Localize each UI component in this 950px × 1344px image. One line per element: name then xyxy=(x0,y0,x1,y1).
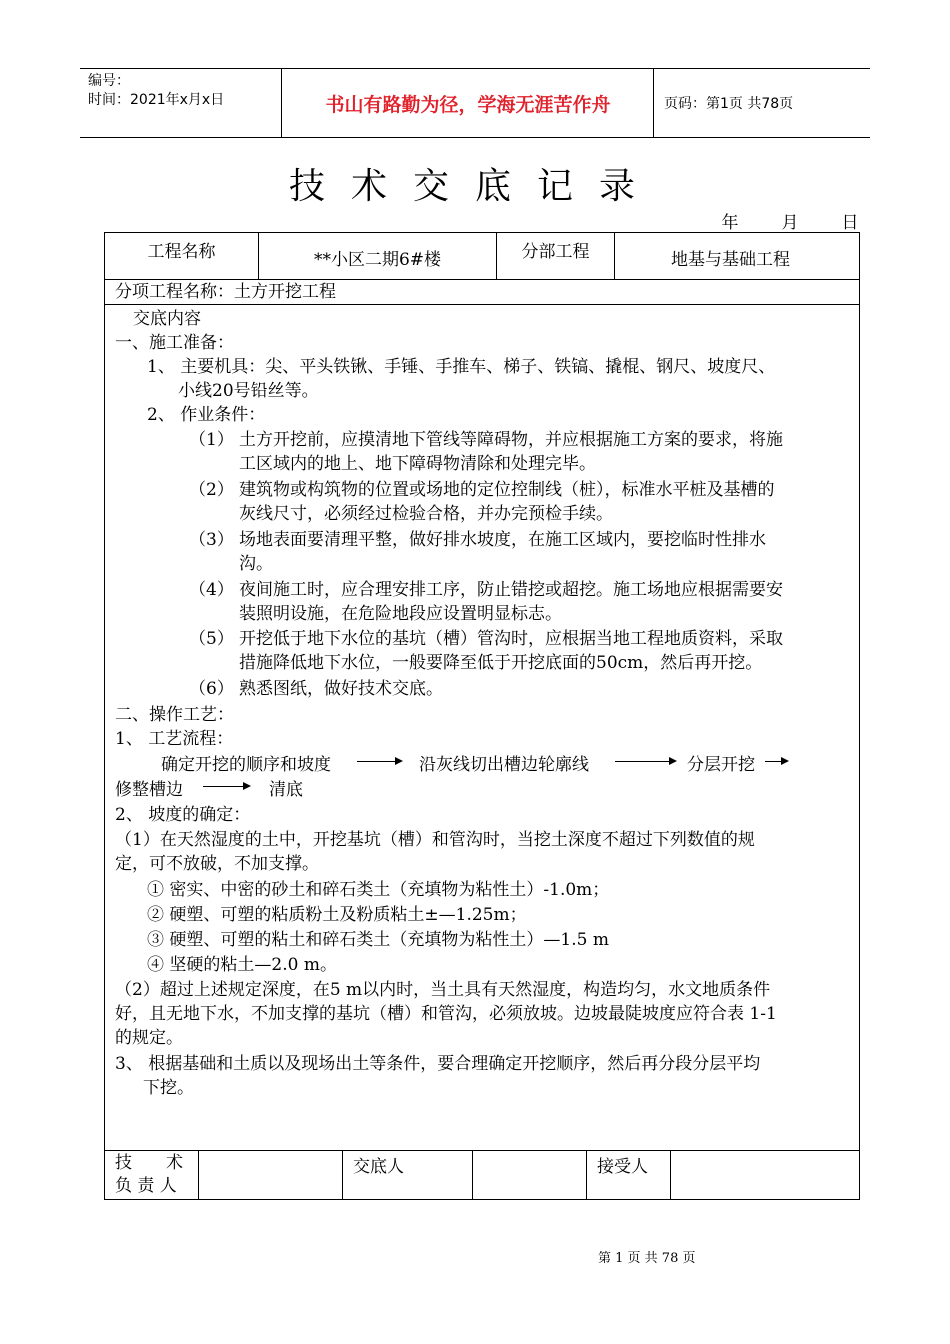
header-page-label: 页码：第1页 共78页 xyxy=(664,96,794,112)
content-line: ③ 硬塑、可塑的粘土和碎石类土（充填物为粘性土）—1.5 m xyxy=(147,930,609,950)
section-heading: 二、操作工艺： xyxy=(115,705,234,725)
content-line: 定，可不放破，不加支撑。 xyxy=(115,854,319,874)
content-line: 开挖低于地下水位的基坑（槽）管沟时，应根据当地工程地质资料，采取 xyxy=(239,629,783,649)
handover-label: 交底人 xyxy=(343,1151,473,1199)
content-line: 的规定。 xyxy=(115,1028,183,1048)
content-line: ④ 坚硬的粘土—2.0 m。 xyxy=(147,955,337,975)
receiver-label: 接受人 xyxy=(587,1151,671,1199)
header-motto: 书山有路勤为径，学海无涯苦作舟 xyxy=(283,69,654,137)
date-day: 日 xyxy=(841,213,859,233)
project-name-label: 工程名称 xyxy=(105,233,259,279)
content-line: 建筑物或构筑物的位置或场地的定位控制线（桩），标准水平桩及基槽的 xyxy=(239,480,775,500)
content-line: 土方开挖前，应摸清地下管线等障碍物，并应根据施工方案的要求，将施 xyxy=(239,430,783,450)
tech-lead-label-2: 负 责 人 xyxy=(115,1176,177,1196)
flow-arrow-icon xyxy=(203,786,249,787)
project-row xyxy=(105,233,859,280)
page-footer: 第 1 页 共 78 页 xyxy=(598,1251,696,1266)
content-line: 2、 作业条件： xyxy=(147,405,266,425)
flow-step: 分层开挖 xyxy=(687,755,755,775)
flow-arrow-icon xyxy=(615,761,675,762)
content-line: 熟悉图纸，做好技术交底。 xyxy=(239,679,443,699)
content-line: ① 密实、中密的砂土和碎石类土（充填物为粘性土）-1.0m； xyxy=(147,880,610,900)
content-line: 措施降低地下水位，一般要降至低于开挖底面的50cm，然后再开挖。 xyxy=(239,653,763,673)
code-label: 编号： xyxy=(88,73,130,89)
date-year: 年 xyxy=(721,213,739,233)
item-number: （5） xyxy=(189,629,234,649)
date-caption xyxy=(700,208,880,233)
tech-lead-label xyxy=(105,1151,199,1199)
subitem-row: 分项工程名称：土方开挖工程 xyxy=(105,280,859,305)
project-name-value: **小区二期6#楼 xyxy=(259,233,497,279)
content-line: （1）在天然湿度的土中，开挖基坑（槽）和管沟时，当挖土深度不超过下列数值的规 xyxy=(115,830,755,850)
content-line: 下挖。 xyxy=(143,1078,194,1098)
page-title: 技术交底记录 xyxy=(288,166,661,207)
content-line: 3、 根据基础和土质以及现场出土等条件，要合理确定开挖顺序，然后再分段分层平均 xyxy=(115,1054,761,1074)
item-number: （3） xyxy=(189,530,234,550)
content-line: 灰线尺寸，必须经过检验合格，并办完预检手续。 xyxy=(239,504,613,524)
item-number: （4） xyxy=(189,580,234,600)
content-line: 装照明设施，在危险地段应设置明显标志。 xyxy=(239,604,562,624)
disclosure-table xyxy=(104,232,860,1200)
section-heading: 一、施工准备： xyxy=(115,333,234,353)
content-line: （2）超过上述规定深度，在5 m以内时，当土具有天然湿度，构造均匀，水文地质条件 xyxy=(115,980,771,1000)
time-label: 时间：2021年x月x日 xyxy=(88,92,225,108)
handover-signature[interactable] xyxy=(473,1151,587,1199)
item-number: （2） xyxy=(189,480,234,500)
header-meta xyxy=(80,69,282,137)
signature-row xyxy=(105,1151,859,1199)
content-heading: 交底内容 xyxy=(133,309,201,329)
content-line: 场地表面要清理平整，做好排水坡度，在施工区域内，要挖临时性排水 xyxy=(239,530,766,550)
flow-arrow-icon xyxy=(765,761,787,762)
content-line: 工区域内的地上、地下障碍物清除和处理完毕。 xyxy=(239,454,596,474)
item-number: （1） xyxy=(189,430,234,450)
document-header xyxy=(80,68,870,138)
flow-arrow-icon xyxy=(357,761,401,762)
date-month: 月 xyxy=(781,213,799,233)
content-line: 夜间施工时，应合理安排工序，防止错挖或超挖。施工场地应根据需要安 xyxy=(239,580,783,600)
content-line: ② 硬塑、可塑的粘质粉土及粉质粘土±—1.25m； xyxy=(147,905,527,925)
flow-step: 沿灰线切出槽边轮廓线 xyxy=(419,755,589,775)
content-line: 2、 坡度的确定： xyxy=(115,805,251,825)
tech-lead-label-1: 技 术 xyxy=(115,1153,183,1173)
division-label: 分部工程 xyxy=(497,233,615,279)
flow-step: 确定开挖的顺序和坡度 xyxy=(161,755,331,775)
content-line: 沟。 xyxy=(239,554,273,574)
content-line: 1、 主要机具：尖、平头铁锹、手锤、手推车、梯子、铁镐、撬棍、钢尺、坡度尺、 xyxy=(147,357,776,377)
tech-lead-signature[interactable] xyxy=(199,1151,343,1199)
content-line: 1、 工艺流程： xyxy=(115,729,234,749)
content-line: 小线20号铅丝等。 xyxy=(178,381,319,401)
content-line: 好，且无地下水，不加支撑的基坑（槽）和管沟，必须放坡。边坡最陡坡度应符合表 1-1 xyxy=(115,1004,777,1024)
disclosure-content xyxy=(105,306,859,1151)
flow-step: 清底 xyxy=(269,780,303,800)
receiver-signature[interactable] xyxy=(671,1151,859,1199)
flow-step: 修整槽边 xyxy=(115,780,183,800)
division-value: 地基与基础工程 xyxy=(671,250,790,270)
item-number: （6） xyxy=(189,679,234,699)
